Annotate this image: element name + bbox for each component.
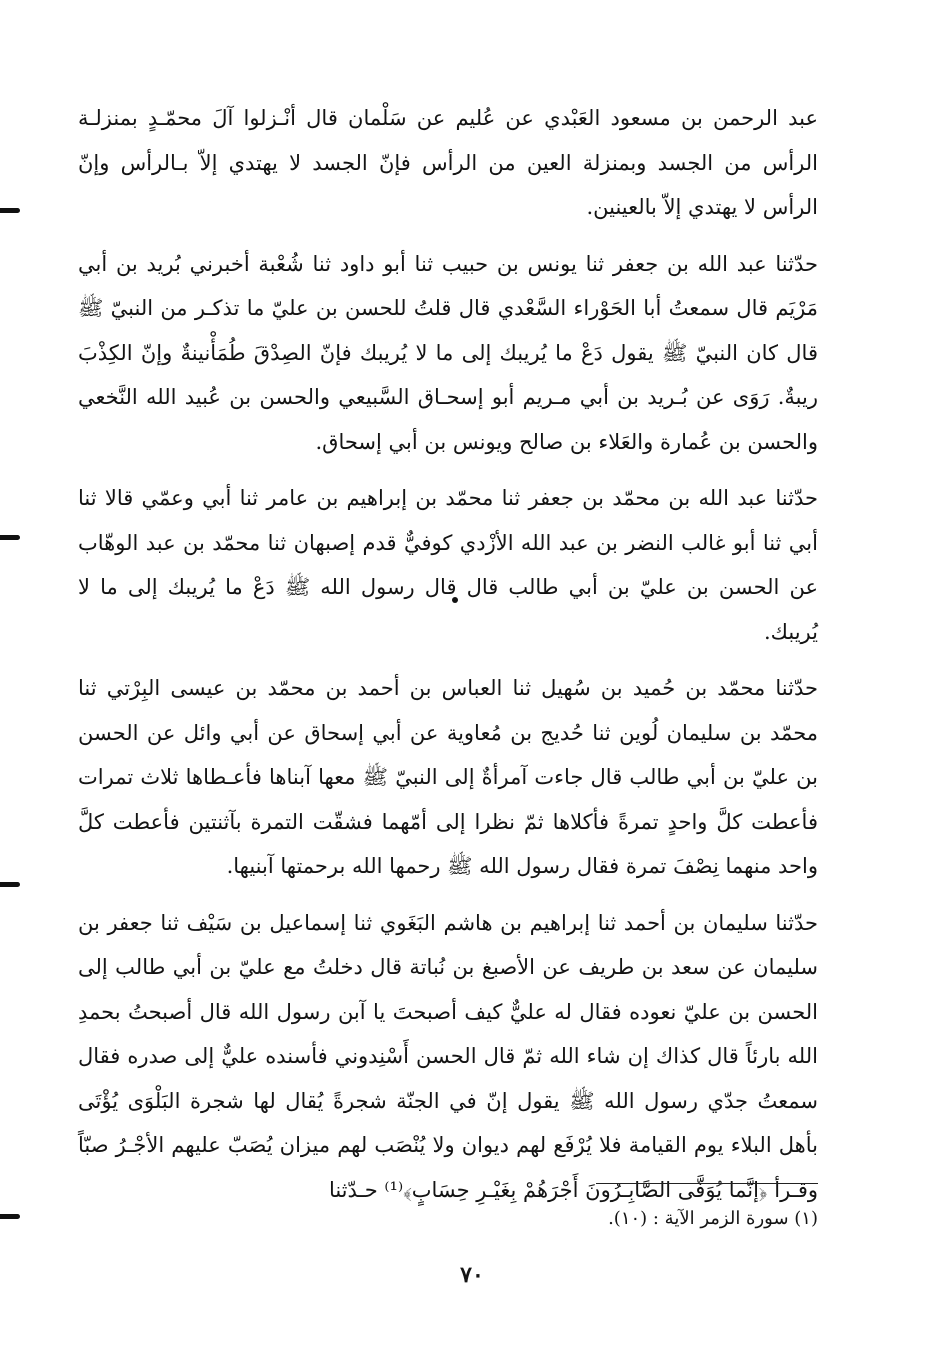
paragraph-3: حدّثنا عبد الله بن محمّد بن جعفر ثنا محمّد بن إبراهيم بن عامر ثنا أبي وعمّي قالا ثنا أبي ثنا أبو غالب النضر بن عبد الله الأزْدي كوفيٌّ قدم إصبهان ثنا محمّد بن عبد الوهّاب عن الحسن بن عليّ بن أبي طالب قال قال رسول الله ﷺ دَعْ ما يُريبك إلى ما لا يُريبك.	[78, 486, 818, 644]
paragraph-2: حدّثنا عبد الله بن جعفر ثنا يونس بن حبيب ثنا أبو داود ثنا شُعْبة أخبرني بُريد بن أبي مَرْيَم قال سمعتُ أبا الحَوْراء السَّعْدي قال قلتُ للحسن بن عليّ ما تذكـر من النبيّ ﷺ قال كان النبيّ ﷺ يقول دَعْ ما يُريبك إلى ما لا يُريبك فإنّ الصِدْقَ طُمَأْنينةٌ وإنّ الكِذْبَ ريبةٌ. رَوَى عن بُـريد بن أبي مـريم أبو إسحـاق السَّبيعي والحسن بن عُبيد الله النَّخعي والحسن بن عُمارة والعَلاء بن صالح ويونس بن أبي إسحاق.	[78, 251, 818, 454]
footnote: (١) سورة الزمر الآية : (١٠).	[608, 1208, 818, 1229]
scan-margin-mark	[0, 208, 20, 213]
paragraph-4: حدّثنا محمّد بن حُميد بن سُهيل ثنا العباس بن أحمد بن محمّد بن عيسى البِرْتي ثنا محمّد بن سليمان لُوين ثنا حُديج بن مُعاوية عن أبي إسحاق عن أبي وائل عن الحسن بن عليّ بن أبي طالب قال جاءت آمرأةٌ إلى النبيّ ﷺ معها آبناها فأعـطاها ثلاث تمرات فأعطت كلَّ واحدٍ تمرةً فأكلاها ثمّ نظرا إلى أمّهما فشقّت التمرة بآثنتين فأعطت كلَّ واحد منهما نِصْفَ تمرة فقال رسول الله ﷺ رحمها الله برحمتها آبنيها.	[78, 676, 818, 878]
paragraph-5: حدّثنا سليمان بن أحمد ثنا إبراهيم بن هاشم البَغَوي ثنا إسماعيل بن سَيْف ثنا جعفر بن سليمان عن سعد بن طريف عن الأصبغ بن نُباتة قال دخلتُ مع عليّ بن أبي طالب إلى الحسن بن عليّ نعوده فقال له عليٌّ كيف أصبحتَ يا آبن رسول الله قال أصبحتُ بحمدِ الله بارئاً قال كذاك إن شاء الله ثمّ قال الحسن أَسْنِدوني فأسنده عليٌّ إلى صدره فقال سمعتُ جدّي رسول الله ﷺ يقول إنّ في الجنّة شجرةً يُقال لها شجرة البَلْوَى يُؤْتَى بأهل البلاء يوم القيامة فلا يُرْفَع لهم ديوان ولا يُنْصَب لهم ميزان يُصَبّ عليهم الأجْـرُ صبّاً وقـرأ ﴿إنَّما يُوَفَّى الصَّابِـرُونَ أَجْرَهُمْ بِغَيْـرِ حِسَابٍ﴾⁽¹⁾ حـدّثنا	[78, 910, 818, 1202]
scan-margin-mark	[0, 1214, 20, 1219]
scan-margin-mark	[0, 882, 20, 887]
footnote-separator	[596, 1183, 818, 1184]
page-number: ٧٠	[460, 1262, 484, 1288]
scan-margin-mark	[0, 535, 20, 540]
main-text	[78, 96, 818, 1224]
paragraph-1: عبد الرحمن بن مسعود العَبْدي عن عُليم عن سَلْمان قال أنْـزلوا آلَ محمّـدٍ بمنزلـة الرأس من الجسد وبمنزلة العين من الرأس فإنّ الجسد لا يهتدي إلاّ بـالرأس وإنّ الرأس لا يهتدي إلاّ بالعينين.	[78, 106, 818, 219]
